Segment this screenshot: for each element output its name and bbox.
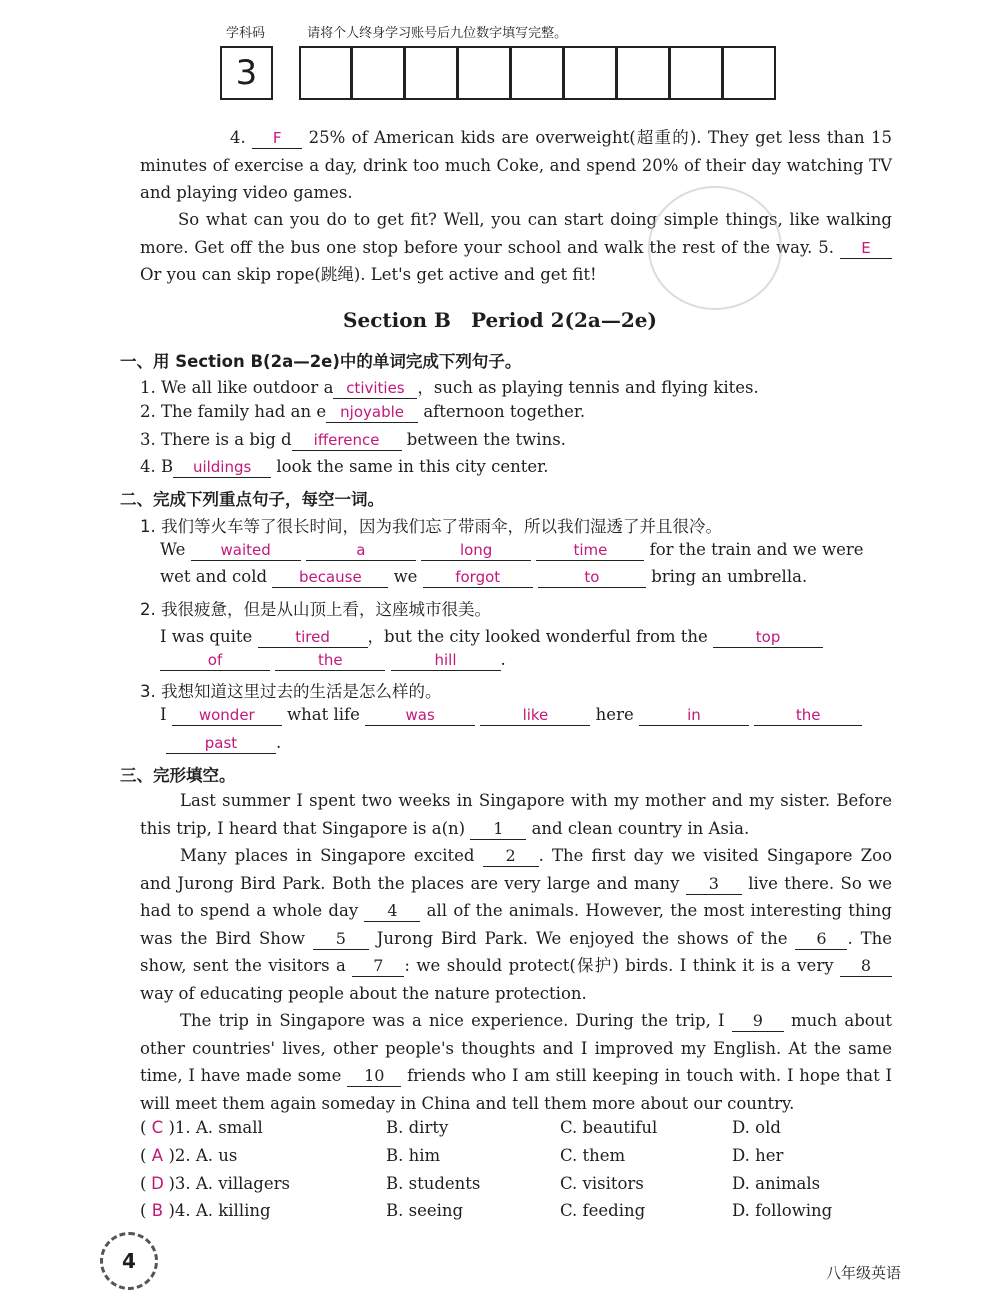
digit-box[interactable]	[564, 46, 617, 100]
part2-heading: 二、完成下列重点句子，每空一词。	[120, 490, 384, 509]
cloze-blank[interactable]: 7	[352, 956, 404, 977]
digit-box[interactable]	[352, 46, 405, 100]
account-code-boxes	[220, 46, 776, 100]
part2-q3-line2: past .	[166, 733, 281, 754]
option-b: B. seeing	[386, 1201, 464, 1220]
answer-blank[interactable]: long	[421, 540, 531, 561]
q5-answer[interactable]: E	[840, 238, 892, 259]
header	[226, 22, 567, 41]
answer-blank[interactable]: njoyable	[326, 402, 418, 423]
part3-heading: 三、完形填空。	[120, 766, 236, 785]
passage-fit: So what can you do to get fit? Well, you can start doing simple things, like walking more. Get off the bus one stop before your school and walk the rest of the way. 5. E Or you can skip rope(跳绳). Let's get active and get fit!	[140, 210, 892, 284]
cloze-blank[interactable]: 8	[840, 956, 892, 977]
digit-box[interactable]	[299, 46, 352, 100]
answer-blank[interactable]: uildings	[173, 457, 271, 478]
answer-blank[interactable]: wonder	[172, 705, 282, 726]
cloze-blank[interactable]: 1	[470, 819, 526, 840]
answer-blank[interactable]: because	[272, 567, 388, 588]
cloze-paragraph-3: The trip in Singapore was a nice experience. During the trip, I 9 much about other countries' lives, other people's thoughts and I improved my English. At the same time, I have made some 10 friends who I am still keeping in touch with. I hope that I will meet them again someday in China and tell them more about our country.	[140, 1011, 893, 1113]
cloze-blank[interactable]: 5	[313, 929, 369, 950]
answer-blank[interactable]: waited	[191, 540, 301, 561]
digit-box[interactable]	[405, 46, 458, 100]
option-c: C. beautiful	[560, 1118, 658, 1137]
part1-heading: 一、用 Section B(2a—2e)中的单词完成下列句子。	[120, 352, 522, 371]
option-d: D. following	[732, 1201, 833, 1220]
part2-q1-line2: wet and cold because we forgot to bring an umbrella.	[160, 567, 808, 586]
part2-q2-line1: I was quite tired ，but the city looked wonderful from the top	[160, 623, 823, 648]
answer-blank[interactable]: like	[480, 705, 590, 726]
account-instruction: 请将个人终身学习账号后九位数字填写完整。	[307, 26, 568, 41]
part2-q2-prompt: 2. 我很疲惫，但是从山顶上看，这座城市很美。	[140, 600, 491, 619]
answer-blank[interactable]: ifference	[292, 430, 402, 451]
cloze-blank[interactable]: 2	[483, 846, 539, 867]
choice-answer[interactable]: B	[151, 1201, 164, 1220]
answer-blank[interactable]: ctivities	[333, 378, 417, 399]
answer-blank[interactable]: was	[365, 705, 475, 726]
choice-answer[interactable]: D	[151, 1174, 164, 1193]
subject-code-box: 3	[220, 46, 273, 100]
option-b: B. him	[386, 1146, 441, 1165]
option-c: C. them	[560, 1146, 626, 1165]
part2-q1-line1: We waited a long time for the train and we were	[160, 540, 864, 559]
cloze-blank[interactable]: 10	[347, 1066, 401, 1087]
option-d: D. animals	[732, 1174, 821, 1193]
digit-box[interactable]	[617, 46, 670, 100]
option-row-3: ( D )3. A. villagers	[140, 1174, 290, 1193]
part2-q1-prompt: 1. 我们等火车等了很长时间，因为我们忘了带雨伞，所以我们湿透了并且很冷。	[140, 517, 722, 536]
part2-q3-line1: I wonder what life was like here in the	[160, 705, 862, 726]
option-c: C. feeding	[560, 1201, 646, 1220]
digit-box[interactable]	[670, 46, 723, 100]
answer-blank[interactable]: to	[538, 567, 646, 588]
digit-box[interactable]	[723, 46, 776, 100]
cloze-paragraph-2: Many places in Singapore excited 2 . The first day we visited Singapore Zoo and Jurong Bird Park. Both the places are very large and many 3 live there. So we had to spend a whole day 4 all of the animals. However, the most interesting thing was the Bird Show 5 Jurong Bird Park. We enjoyed the shows of the 6 . The show, sent the visitors a 7 : we should protect(保护) birds. I think it is a very 8 way of educating people about the nature protection.	[140, 846, 893, 1003]
option-row-2: ( A )2. A. us	[140, 1146, 238, 1165]
watermark-stamp	[648, 186, 782, 310]
page-number: 4	[100, 1232, 158, 1290]
book-title: 八年级英语	[826, 1264, 902, 1282]
option-row-4: ( B )4. A. killing	[140, 1201, 271, 1220]
passage-q4: 4. F 25% of American kids are overweight(超重的). They get less than 15 minutes of exercise a day, drink too much Coke, and spend 20% of their day watching TV and playing video games.	[140, 128, 892, 202]
part2-q3-prompt: 3. 我想知道这里过去的生活是怎么样的。	[140, 682, 442, 701]
answer-blank[interactable]: the	[754, 705, 862, 726]
choice-answer[interactable]: A	[151, 1146, 164, 1165]
answer-blank[interactable]: the	[275, 650, 385, 671]
option-b: B. dirty	[386, 1118, 449, 1137]
answer-blank[interactable]: of	[160, 650, 270, 671]
answer-blank[interactable]: a	[306, 540, 416, 561]
part2-q2-line2: of the hill .	[160, 650, 506, 671]
option-d: D. old	[732, 1118, 781, 1137]
cloze-blank[interactable]: 3	[686, 874, 742, 895]
answer-blank[interactable]: forgot	[423, 567, 533, 588]
answer-blank[interactable]: top	[713, 627, 823, 648]
part1-item-2: 2. The family had an e njoyable afternoon together.	[140, 402, 586, 421]
cloze-blank[interactable]: 6	[795, 929, 847, 950]
cloze-blank[interactable]: 9	[732, 1011, 784, 1032]
option-row-1: ( C )1. A. small	[140, 1118, 263, 1137]
q4-answer[interactable]: F	[252, 128, 302, 149]
answer-blank[interactable]: hill	[391, 650, 501, 671]
subject-code-label: 学科码	[226, 26, 266, 41]
digit-box[interactable]	[511, 46, 564, 100]
option-b: B. students	[386, 1174, 481, 1193]
answer-blank[interactable]: in	[639, 705, 749, 726]
choice-answer[interactable]: C	[151, 1118, 164, 1137]
part1-item-4: 4. B uildings look the same in this city center.	[140, 457, 549, 476]
option-c: C. visitors	[560, 1174, 644, 1193]
answer-blank[interactable]: tired	[258, 627, 368, 648]
cloze-blank[interactable]: 4	[364, 901, 420, 922]
option-d: D. her	[732, 1146, 784, 1165]
part1-item-3: 3. There is a big d ifference between the twins.	[140, 430, 566, 449]
answer-blank[interactable]: time	[536, 540, 644, 561]
section-title: Section B Period 2(2a—2e)	[343, 308, 657, 332]
cloze-paragraph-1: Last summer I spent two weeks in Singapore with my mother and my sister. Before this trip, I heard that Singapore is a(n) 1 and clean country in Asia.	[140, 791, 892, 838]
part1-item-1: 1. We all like outdoor a ctivities ，such as playing tennis and flying kites.	[140, 378, 759, 397]
digit-box[interactable]	[458, 46, 511, 100]
answer-blank[interactable]: past	[166, 733, 276, 754]
